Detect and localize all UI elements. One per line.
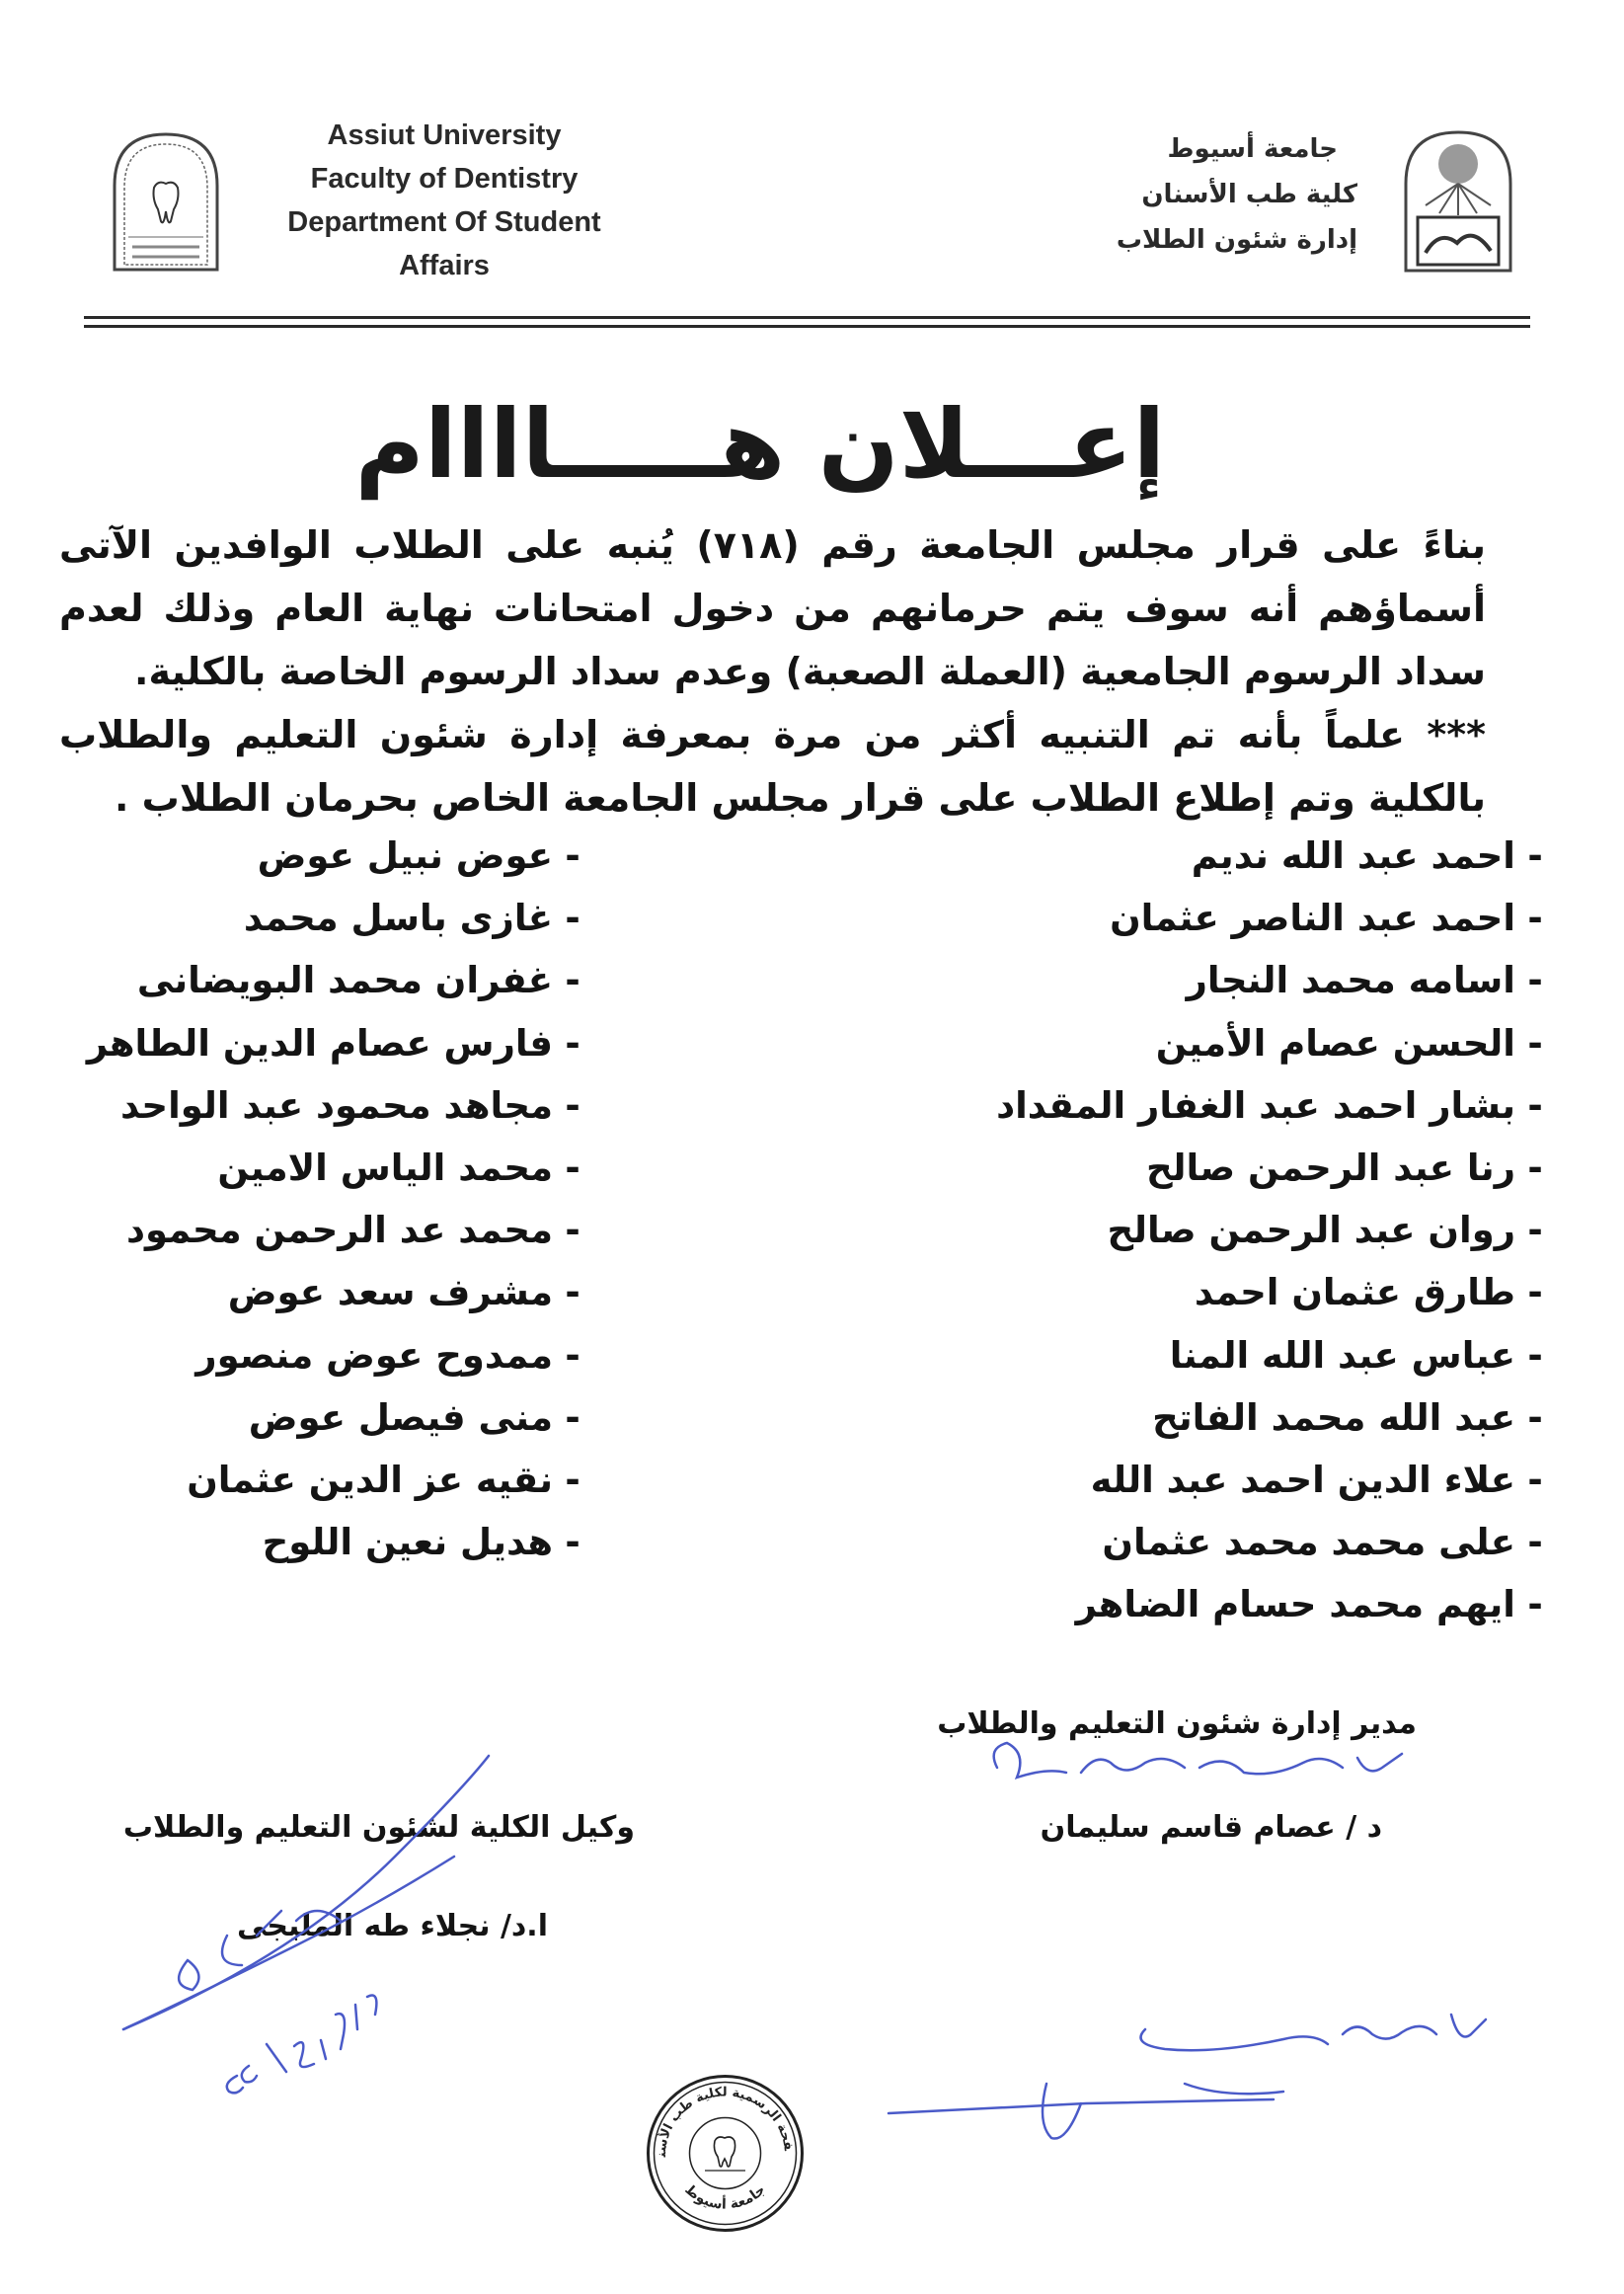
student-name: الحسن عصام الأمين <box>1155 1021 1515 1065</box>
student-name: احمد عبد الناصر عثمان <box>1110 897 1515 940</box>
arabic-faculty: كلية طب الأسنان <box>1141 180 1357 209</box>
student-name: احمد عبد الله نديم <box>1191 834 1515 877</box>
student-name: منى فيصل عوض <box>248 1395 553 1439</box>
stamp-bottom-text: جامعة أسيوط <box>681 2181 769 2213</box>
student-name: فارس عصام الدين الطاهر <box>86 1021 553 1065</box>
list-dash: - <box>1527 1021 1543 1065</box>
list-dash: - <box>565 1395 580 1439</box>
student-name: مشرف سعد عوض <box>227 1271 553 1314</box>
vice-dean-name: ا.د/ نجلاء طه المليجى <box>237 1909 548 1943</box>
list-dash: - <box>1527 834 1543 877</box>
list-dash: - <box>1527 1147 1543 1190</box>
english-faculty: Faculty of Dentistry <box>310 163 579 195</box>
list-dash: - <box>565 1083 580 1127</box>
list-dash: - <box>1527 1395 1543 1439</box>
stamp-outer-text: فحة الرسمية لكلية طب الأسنان <box>654 2085 796 2158</box>
list-dash: - <box>1527 1333 1543 1377</box>
student-name: عبد الله محمد الفاتح <box>1152 1395 1515 1439</box>
list-dash: - <box>565 959 580 1002</box>
arabic-university: جامعة أسيوط <box>1167 134 1338 164</box>
student-name: علاء الدين احمد عبد الله <box>1090 1459 1515 1502</box>
arabic-department: إدارة شئون الطلاب <box>1116 225 1357 255</box>
student-name: عوض نبيل عوض <box>257 834 553 877</box>
student-name: محمد الياس الامين <box>217 1147 553 1190</box>
student-name: عباس عبد الله المنا <box>1169 1333 1515 1377</box>
student-name: هديل نعين اللوح <box>262 1521 553 1564</box>
english-department-line2: Affairs <box>399 250 490 281</box>
student-name: روان عبد الرحمن صالح <box>1107 1209 1515 1252</box>
official-stamp <box>644 2072 807 2235</box>
director-handwritten-signature <box>994 1743 1402 1778</box>
list-dash: - <box>1527 897 1543 940</box>
english-university: Assiut University <box>327 119 562 151</box>
student-name: على محمد محمد عثمان <box>1102 1521 1515 1564</box>
student-name: مجاهد محمود عبد الواحد <box>120 1083 553 1127</box>
student-name: بشار احمد عبد الغفار المقداد <box>996 1083 1515 1127</box>
student-name: ايهم محمد حسام الضاهر <box>1075 1583 1515 1626</box>
list-dash: - <box>1527 1209 1543 1252</box>
handwritten-date <box>227 1995 377 2093</box>
official-stamp-icon <box>644 2072 807 2235</box>
list-dash: - <box>1527 1583 1543 1626</box>
director-title: مدير إدارة شئون التعليم والطلاب <box>937 1706 1417 1741</box>
notice-paragraph: *** علماً بأنه تم التنبيه أكثر من مرة بمعرفة إدارة شئون التعليم والطلاب بالكلية وتم إطلاع الطلاب على قرار مجلس الجامعة الخاص بحرمان الطلاب . <box>59 713 1486 820</box>
student-name: نقيه عز الدين عثمان <box>187 1459 553 1502</box>
list-dash: - <box>1527 1271 1543 1314</box>
student-name: غازى باسل محمد <box>243 897 553 940</box>
student-name: محمد عد الرحمن محمود <box>126 1209 553 1252</box>
list-dash: - <box>565 1147 580 1190</box>
vice-dean-handwritten-signature <box>123 1756 489 2029</box>
svg-text:الصفحة الرسمية لكلية طب الأسنا <box>644 2072 796 2158</box>
student-name: طارق عثمان احمد <box>1194 1271 1515 1314</box>
student-name: رنا عبد الرحمن صالح <box>1145 1147 1515 1190</box>
student-name: ممدوح عوض منصور <box>195 1333 553 1377</box>
director-name: د / عصام قاسم سليمان <box>1040 1810 1382 1845</box>
list-dash: - <box>565 1271 580 1314</box>
list-dash: - <box>1527 1083 1543 1127</box>
list-dash: - <box>1527 1521 1543 1564</box>
list-dash: - <box>565 1521 580 1564</box>
student-name: اسامه محمد النجار <box>1186 959 1515 1002</box>
vice-dean-title: وكيل الكلية لشئون التعليم والطلاب <box>122 1810 635 1845</box>
list-dash: - <box>565 834 580 877</box>
list-dash: - <box>565 1209 580 1252</box>
announcement-title: إعـــلان هـــــاااام <box>354 389 1166 500</box>
list-dash: - <box>1527 959 1543 1002</box>
list-dash: - <box>565 897 580 940</box>
list-dash: - <box>565 1333 580 1377</box>
handwritten-unit-signature <box>889 2015 1486 2139</box>
english-department-line1: Department Of Student <box>287 206 601 238</box>
student-name: غفران محمد البويضانى <box>136 959 553 1002</box>
list-dash: - <box>565 1459 580 1502</box>
decision-paragraph: بناءً على قرار مجلس الجامعة رقم (٧١٨) يُنبه على الطلاب الوافدين الآتى أسماؤهم أنه سوف يتم حرمانهم من دخول امتحانات نهاية العام وذلك لعدم سداد الرسوم الجامعية (العملة الصعبة) وعدم سداد الرسوم الخاصة بالكلية. <box>59 523 1486 693</box>
svg-text:جامعة أسيوط <box>681 2181 768 2212</box>
list-dash: - <box>565 1021 580 1065</box>
list-dash: - <box>1527 1459 1543 1502</box>
